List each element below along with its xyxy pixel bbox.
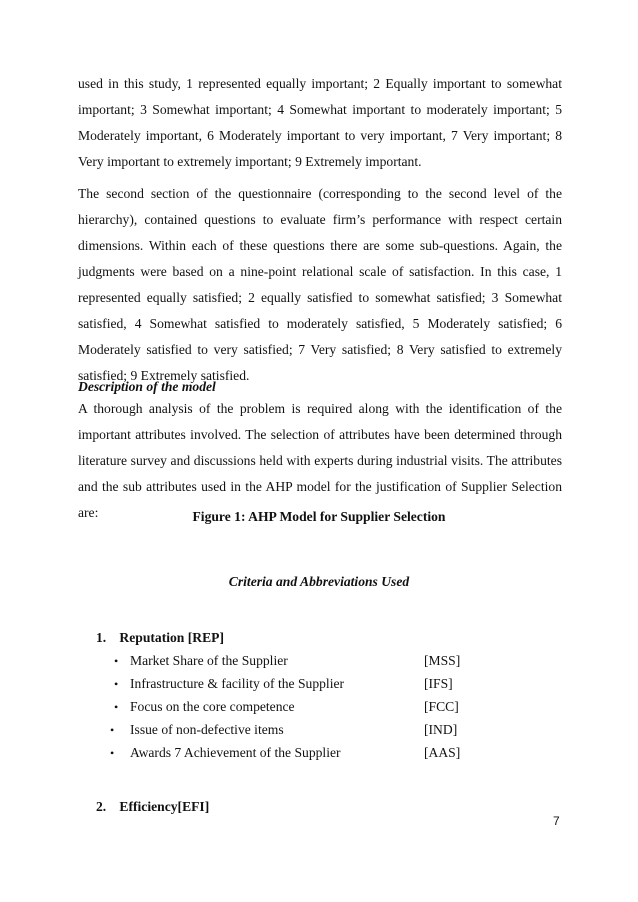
paragraph-model-description: A thorough analysis of the problem is required along with the identification of the important attributes involved. The selection of attributes have been determined through literature survey and discussions held with experts during industrial visits. The attributes and the sub attributes used in the AHP model for the justification of Supplier Selection are: — [78, 401, 562, 520]
paragraph-second-section: The second section of the questionnaire (corresponding to the second level of the hierarchy), contained questions to evaluate firm’s performance with respect certain dimensions. Within each of these questions there are some sub-questions. Again, the judgments were based on a nine-point relational scale of satisfaction. In this case, 1 represented equally satisfied; 2 equally satisfied to somewhat satisfied; 3 Somewhat satisfied, 4 Somewhat satisfied to moderately satisfied, 5 Moderately satisfied; 6 Moderately satisfied to very satisfied; 7 Very satisfied; 8 Very satisfied to extremely satisfied; 9 Extremely satisfied. — [78, 186, 562, 383]
reputation-subcriteria-list — [0, 651, 638, 766]
subcriterion-abbreviation: [MSS] — [424, 653, 461, 668]
criterion-heading-reputation — [96, 628, 224, 648]
figure-caption: Figure 1: AHP Model for Supplier Selection — [192, 509, 446, 524]
subcriterion-label: Awards 7 Achievement of the Supplier — [130, 745, 341, 760]
criterion-title: Reputation [REP] — [119, 630, 225, 645]
paragraph-scale-importance: used in this study, 1 represented equally important; 2 Equally important to somewhat important; 3 Somewhat important; 4 Somewhat important to moderately important; 5 Moderately important, 6 Moderately important to very important, 7 Very important; 8 Very important to extremely important; 9 Extremely important. — [78, 76, 562, 169]
bullet-icon: • — [114, 677, 119, 691]
criterion-title: Efficiency[EFI] — [119, 799, 210, 814]
list-item — [0, 651, 638, 674]
subcriterion-abbreviation: [IFS] — [424, 676, 453, 691]
criterion-heading-efficiency — [96, 797, 209, 817]
subcriterion-label: Issue of non-defective items — [130, 722, 284, 737]
bullet-icon: • — [110, 723, 115, 737]
subcriterion-label: Market Share of the Supplier — [130, 653, 288, 668]
bullet-icon: • — [114, 654, 119, 668]
section-heading: Description of the model — [78, 379, 216, 394]
subcriterion-label: Focus on the core competence — [130, 699, 295, 714]
list-item — [0, 697, 638, 720]
list-item — [0, 674, 638, 697]
criteria-title: Criteria and Abbreviations Used — [228, 574, 410, 589]
subcriterion-abbreviation: [AAS] — [424, 745, 461, 760]
criterion-number: 2. — [96, 799, 107, 814]
subcriterion-abbreviation: [FCC] — [424, 699, 459, 714]
subcriterion-label: Infrastructure & facility of the Supplier — [130, 676, 345, 691]
list-item — [0, 720, 638, 743]
page-number: 7 — [553, 814, 560, 828]
subcriterion-abbreviation: [IND] — [424, 722, 458, 737]
list-item — [0, 743, 638, 766]
bullet-icon: • — [110, 746, 115, 760]
bullet-icon: • — [114, 700, 119, 714]
criterion-number: 1. — [96, 630, 107, 645]
